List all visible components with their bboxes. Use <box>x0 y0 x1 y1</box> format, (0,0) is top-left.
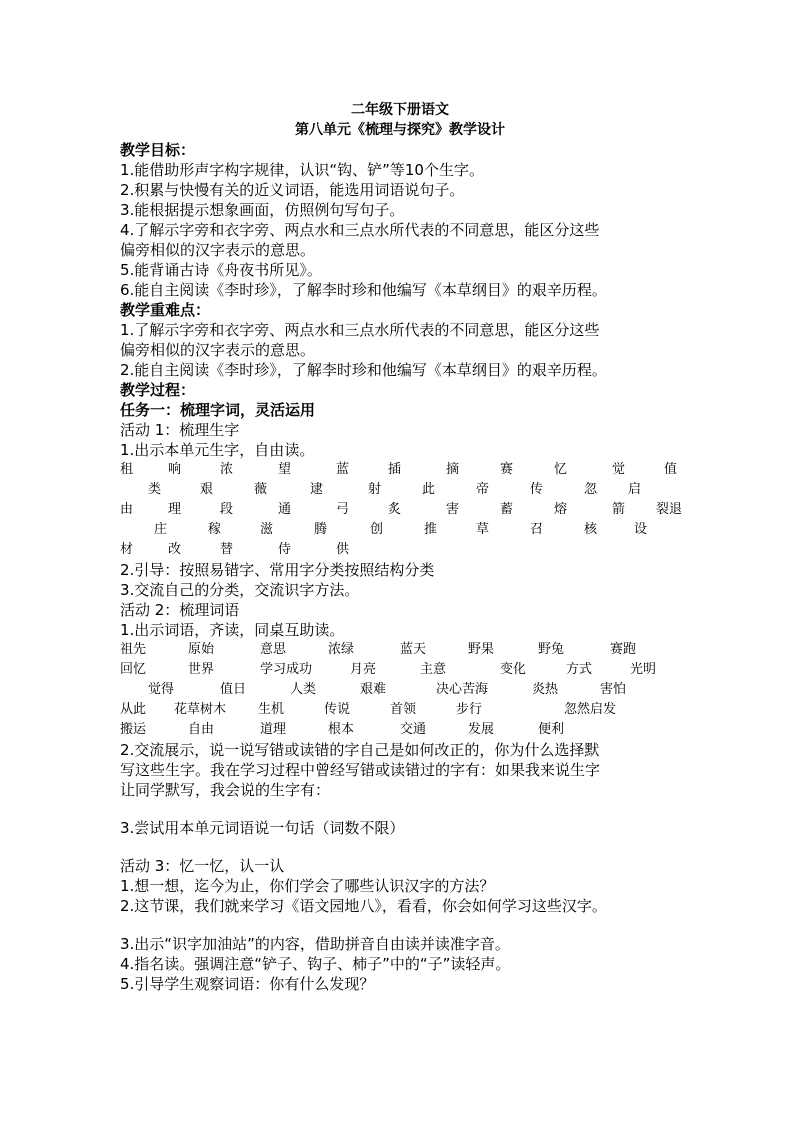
character-item: 推 <box>424 522 438 537</box>
word-item: 浓绿 <box>328 642 355 657</box>
character-item: 替 <box>220 542 234 557</box>
word-row <box>120 700 680 720</box>
word-item: 蓝天 <box>400 642 427 657</box>
word-item: 方式 <box>566 662 593 677</box>
activity-three-step: 2.这节课，我们就来学习《语文园地八》，看看，你会如何学习这些汉字。 <box>120 897 607 915</box>
word-item: 发展 <box>468 722 495 737</box>
word-item: 炎热 <box>532 682 559 697</box>
character-item: 材 <box>120 542 134 557</box>
word-item: 自由 <box>188 722 215 737</box>
character-item: 侍 <box>278 542 292 557</box>
word-item: 月亮 <box>350 662 377 677</box>
word-row <box>120 640 680 660</box>
activity-one-title: 活动 1：梳理生字 <box>120 421 240 439</box>
character-item: 忆 <box>554 462 568 477</box>
character-item: 腾 <box>314 522 328 537</box>
character-item: 插 <box>388 462 402 477</box>
activity-one-step: 2.引导：按照易错字、常用字分类按照结构分类 <box>120 561 435 579</box>
activity-two-title: 活动 2：梳理词语 <box>120 601 240 619</box>
character-item: 忽 <box>584 482 598 497</box>
goal-line: 3.能根据提示想象画面，仿照例句写句子。 <box>120 201 405 219</box>
key-points-heading: 教学重难点： <box>120 301 211 319</box>
character-item: 值 <box>664 462 678 477</box>
character-grid <box>120 460 683 560</box>
document-page <box>120 100 683 994</box>
character-item: 箭 <box>612 502 626 517</box>
word-item: 主意 <box>420 662 447 677</box>
word-item: 道理 <box>260 722 287 737</box>
word-item: 首领 <box>390 702 417 717</box>
char-row <box>120 500 683 520</box>
key-point-line: 偏旁相似的汉字表示的意思。 <box>120 341 316 359</box>
word-item: 忽然启发 <box>564 702 617 717</box>
character-item: 薇 <box>254 482 268 497</box>
word-item: 便利 <box>538 722 565 737</box>
char-row <box>120 480 680 500</box>
goal-line: 2.积累与快慢有关的近义词语，能选用词语说句子。 <box>120 181 465 199</box>
word-item: 世界 <box>188 662 215 677</box>
goal-line: 1.能借助形声字构字规律，认识“钩、铲”等10个生字。 <box>120 161 484 179</box>
key-point-line: 2.能自主阅读《李时珍》，了解李时珍和他编写《本草纲目》的艰辛历程。 <box>120 361 607 379</box>
character-item: 创 <box>370 522 384 537</box>
character-item: 熔 <box>554 502 568 517</box>
activity-three-step: 3.出示“识字加油站”的内容，借助拼音自由读并读准字音。 <box>120 935 510 953</box>
character-item: 浓 <box>220 462 234 477</box>
character-item: 召 <box>530 522 544 537</box>
word-item: 原始 <box>188 642 215 657</box>
process-heading: 教学过程： <box>120 381 196 399</box>
goal-line: 偏旁相似的汉字表示的意思。 <box>120 241 316 259</box>
activity-two-step: 写这些生字。我在学习过程中曾经写错或读错过的字有：如果我来说生字 <box>120 761 601 779</box>
character-item: 传 <box>530 482 544 497</box>
character-item: 蓄 <box>500 502 514 517</box>
word-item: 变化 <box>500 662 527 677</box>
activity-three-title: 活动 3：忆一忆，认一认 <box>120 857 285 875</box>
character-item: 裂退 <box>656 502 683 517</box>
character-item: 供 <box>336 542 350 557</box>
character-item: 稼 <box>208 522 222 537</box>
word-item: 光明 <box>630 662 657 677</box>
character-item: 艰 <box>200 482 214 497</box>
character-item: 帝 <box>476 482 490 497</box>
word-row <box>120 680 680 700</box>
word-row <box>120 720 680 740</box>
char-row <box>120 540 680 560</box>
word-item: 搬运 <box>120 722 147 737</box>
character-item: 租 <box>120 462 134 477</box>
word-item: 艰难 <box>360 682 387 697</box>
word-item: 野兔 <box>538 642 565 657</box>
word-item: 生机 <box>258 702 285 717</box>
word-item: 人类 <box>290 682 317 697</box>
activity-three-step: 4.指名读。强调注意“铲子、钩子、柿子”中的“子”读轻声。 <box>120 955 511 973</box>
char-row <box>120 520 680 540</box>
goals-heading: 教学目标： <box>120 141 196 159</box>
character-item: 段 <box>220 502 234 517</box>
character-item: 射 <box>368 482 382 497</box>
character-item: 觉 <box>612 462 626 477</box>
activity-two-step: 2.交流展示，说一说写错或读错的字自己是如何改正的，你为什么选择默 <box>120 741 600 759</box>
character-item: 草 <box>476 522 490 537</box>
char-row <box>120 460 680 480</box>
word-item: 意思 <box>260 642 287 657</box>
blank-space <box>120 800 680 818</box>
character-item: 庄 <box>154 522 168 537</box>
character-item: 通 <box>278 502 292 517</box>
word-item: 害怕 <box>600 682 627 697</box>
word-item: 赛跑 <box>610 642 637 657</box>
character-item: 理 <box>168 502 182 517</box>
activity-two-step: 1.出示词语，齐读，同桌互助读。 <box>120 621 345 639</box>
character-item: 蓝 <box>336 462 350 477</box>
activity-two-step: 3.尝试用本单元词语说一句话（词数不限） <box>120 819 405 837</box>
goal-line: 6.能自主阅读《李时珍》，了解李时珍和他编写《本草纲目》的艰辛历程。 <box>120 281 607 299</box>
character-item: 望 <box>278 462 292 477</box>
word-item: 花草树木 <box>174 702 227 717</box>
activity-two-step: 让同学默写，我会说的生字有： <box>120 781 331 799</box>
activity-three-step: 1.想一想，迄今为止，你们学会了哪些认识汉字的方法？ <box>120 877 495 895</box>
character-item: 类 <box>148 482 162 497</box>
doc-title-grade: 二年级下册语文 <box>351 102 449 118</box>
character-item: 逮 <box>310 482 324 497</box>
character-item: 启 <box>628 482 642 497</box>
character-item: 滋 <box>260 522 274 537</box>
word-item: 野果 <box>468 642 495 657</box>
character-item: 此 <box>422 482 436 497</box>
task-one-heading: 任务一：梳理字词，灵活运用 <box>120 401 316 419</box>
blank-space <box>120 838 680 856</box>
word-item: 值日 <box>220 682 247 697</box>
word-item: 交通 <box>400 722 427 737</box>
word-item: 觉得 <box>148 682 175 697</box>
character-item: 设 <box>634 522 648 537</box>
word-row <box>120 660 680 680</box>
character-item: 炙 <box>388 502 402 517</box>
character-item: 由 <box>120 502 134 517</box>
activity-one-step: 1.出示本单元生字，自由读。 <box>120 441 315 459</box>
blank-space <box>120 916 680 934</box>
word-item: 从此 <box>120 702 147 717</box>
word-item: 回忆 <box>120 662 147 677</box>
character-item: 赛 <box>500 462 514 477</box>
activity-one-step: 3.交流自己的分类，交流识字方法。 <box>120 581 360 599</box>
character-item: 摘 <box>446 462 460 477</box>
goal-line: 5.能背诵古诗《舟夜书所见》。 <box>120 261 322 279</box>
character-item: 改 <box>168 542 182 557</box>
character-item: 核 <box>584 522 598 537</box>
character-item: 弓 <box>336 502 350 517</box>
key-point-line: 1.了解示字旁和衣字旁、两点水和三点水所代表的不同意思，能区分这些 <box>120 321 600 339</box>
doc-title-unit: 第八单元《梳理与探究》教学设计 <box>295 122 505 138</box>
character-item: 害 <box>446 502 460 517</box>
word-grid <box>120 640 680 740</box>
word-item: 根本 <box>328 722 355 737</box>
word-item: 祖先 <box>120 642 147 657</box>
goal-line: 4.了解示字旁和衣字旁、两点水和三点水所代表的不同意思，能区分这些 <box>120 221 600 239</box>
word-item: 决心苦海 <box>436 682 489 697</box>
word-item: 步行 <box>456 702 483 717</box>
word-item: 传说 <box>324 702 351 717</box>
activity-three-step: 5.引导学生观察词语：你有什么发现？ <box>120 975 375 993</box>
word-item: 学习成功 <box>260 662 313 677</box>
character-item: 响 <box>168 462 182 477</box>
